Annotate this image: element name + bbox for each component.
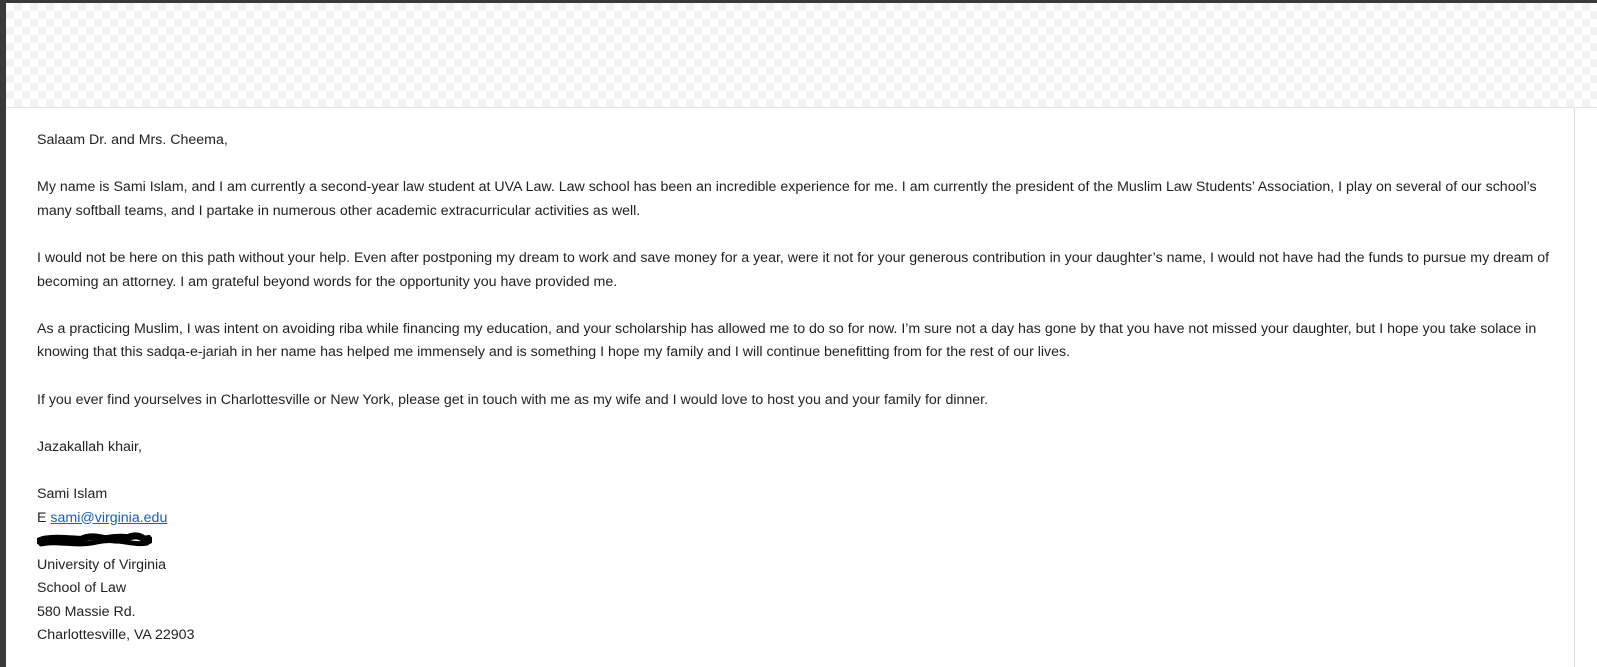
header-divider [6, 107, 1597, 108]
signature-block [37, 483, 1572, 648]
signature-university: University of Virginia [37, 556, 167, 573]
email-prefix: E [37, 509, 47, 526]
signature-email-line [37, 507, 1572, 531]
email-viewer [6, 3, 1597, 667]
signature-school: School of Law [37, 580, 127, 597]
scrollbar-track[interactable] [1574, 108, 1597, 667]
signature-street: 580 Massie Rd. [37, 603, 136, 620]
signature-city: Charlottesville, VA 22903 [37, 627, 195, 644]
email-body [37, 129, 1572, 648]
redaction-scribble-icon [37, 532, 152, 549]
paragraph-gratitude: I would not be here on this path without your help. Even after postponing my dream to work and save money for a year, were it not for your generous contribution in your daughter’s name, I would not have had the funds to pursue my dream of becoming an attorney. I am grateful beyond words for the opportunity you have provided me. [37, 249, 1550, 290]
closing: Jazakallah khair, [37, 438, 142, 455]
paragraph-intro: My name is Sami Islam, and I am currently a second-year law student at UVA Law. Law school has been an incredible experience for me. I am currently the president of the Muslim Law Students’ Association, I play on several of our school’s many softball teams, and I partake in numerous other academic extracurricular activities as well. [37, 179, 1537, 219]
email-link[interactable]: sami@virginia.edu [50, 509, 168, 526]
redacted-phone [37, 532, 152, 549]
greeting: Salaam Dr. and Mrs. Cheema, [37, 132, 228, 148]
paragraph-scholarship: As a practicing Muslim, I was intent on avoiding riba while financing my education, and your scholarship has allowed me to do so for now. I’m sure not a day has gone by that you have not missed your daughter, but I hope you take solace in knowing that this sadqa-e-jariah in her name has helped me immensely and is something I hope my family and I will continue benefitting from for the rest of our lives. [37, 320, 1537, 361]
transparent-header-area [6, 3, 1597, 107]
signature-name: Sami Islam [37, 485, 108, 502]
paragraph-invitation: If you ever find yourselves in Charlottesville or New York, please get in touch with me as my wife and I would love to host you and your family for dinner. [37, 391, 989, 408]
